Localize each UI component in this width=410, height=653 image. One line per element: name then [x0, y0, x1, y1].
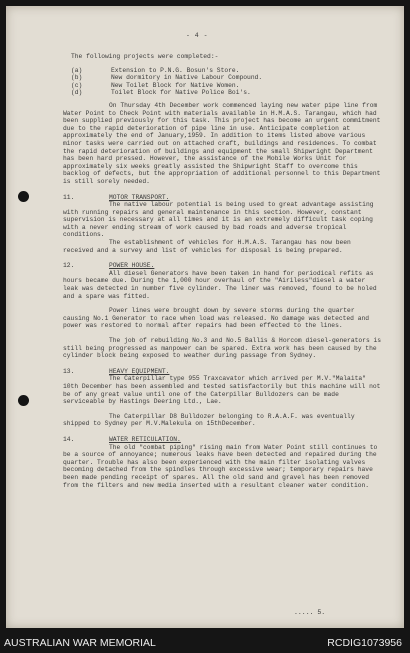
- continuation-marker: ..... 5.: [294, 609, 326, 616]
- section-paragraph: The Caterpillar D8 Bulldozer belonging to R.A.A.F. was eventually shipped to Sydney per M.V.Malekula on 15thDecember.: [63, 412, 355, 428]
- section-paragraph: The native labour potential is being used to great advantage assisting with running repairs and general maintenance in this section. However, constant supervision is necessary at all times and it is an extremely difficult task coping with a never ending stream of work caused by bad roads and adverse tropical conditions.: [63, 201, 374, 239]
- projects-list: [71, 67, 383, 97]
- section-paragraph: The old "combat piping" rising main from Water Point still continues to be a source of annoyance; numerous leaks have been detected and repaired during the quarter. Trouble has also been experienced with the main filter isolating valves becoming detached from the spindles through excessive wear; temporary repairs have been made pending receipt of spares. All the old sand and gravel has been removed from the filters and new media inserted with a resultant cleaner water condition.: [63, 443, 378, 489]
- page-number: - 4 -: [186, 32, 209, 39]
- section-paragraph: All diesel Generators have been taken in hand for periodical refits as hours became due. During the 1,000 hour overhaul of the "Airiless"diesel a water leak was detected in number five cylinder. The liner was removed, found to be holed and a spare was fitted.: [63, 269, 377, 300]
- list-item: (b) New dormitory in Native Labour Compound.: [71, 74, 263, 82]
- section-paragraph: Power lines were brought down by severe storms during the quarter causing No.1 Generator to race when load was released. No damage was detected and power was restored to normal after repairs had been effected to the lines.: [63, 307, 370, 330]
- water-pipe-paragraph: On Thursday 4th December work commenced laying new water pipe line from Water Point to Check Point with materials available in H.M.A.S. Tarangau, which had been supplied previously for this task. This project has become an urgent commitment due to the rapid deterioration of pipe line in use. Anticipate completion at approximately the end of January,1959. In addition to items listed above various minor tasks were carried out on attached craft, buildings and residences. To combat the rapid deterioration of buildings and equipment the small Shipwright Department has been hard pressed. However, the assistance of the Mobile Works Unit for approximately six weeks greatly assisted the Shipwright Staff to overcome this backlog of defects, but the appropriation of additional personnel to this Department is still sorely needed.: [63, 101, 381, 185]
- projects-intro: The following projects were completed:-: [71, 53, 219, 60]
- punch-hole-top: [18, 191, 29, 202]
- section-paragraph: The job of rebuilding No.3 and No.5 Ballis & Horcom diesel-generators is still being progressed as manpower can be spared. Extra work has been caused by the cylinder block being exposed to weather during passage from Sydney.: [63, 337, 382, 360]
- section-paragraph: The Caterpillar type 955 Traxcavator which arrived per M.V."Malaita" 10th December has been assembled and tested satisfactorily but this machine will not be of any great value until one of the Caterpillar Bulldozers can be made serviceable by Hastings Deering Ltd., Lae.: [63, 375, 381, 406]
- list-item: (c) New Toilet Block for Native Women.: [71, 81, 240, 89]
- section-heading-power-house: 12. POWER HOUSE.: [63, 262, 155, 270]
- section-heading-water-reticulation: 14. WATER RETICULATION.: [63, 435, 181, 443]
- section-heading-heavy-equipment: 13. HEAVY EQUIPMENT.: [63, 367, 170, 375]
- section-paragraph: The establishment of vehicles for H.M.A.S. Tarangau has now been received and a survey and list of vehicles for disposal is being prepared.: [63, 239, 351, 254]
- archive-name: AUSTRALIAN WAR MEMORIAL: [4, 637, 156, 649]
- archive-footer: [0, 633, 410, 653]
- archive-reference: RCDIG1073956: [327, 637, 402, 649]
- document-page: [6, 6, 404, 628]
- page-body: [63, 53, 383, 489]
- section-heading-motor-transport: 11. MOTOR TRANSPORT.: [63, 193, 170, 201]
- list-item: (a) Extension to P.N.G. Bosun's Store.: [71, 66, 240, 74]
- list-item: (d) Toilet Block for Native Police Boi's.: [71, 89, 251, 97]
- punch-hole-bottom: [18, 395, 29, 406]
